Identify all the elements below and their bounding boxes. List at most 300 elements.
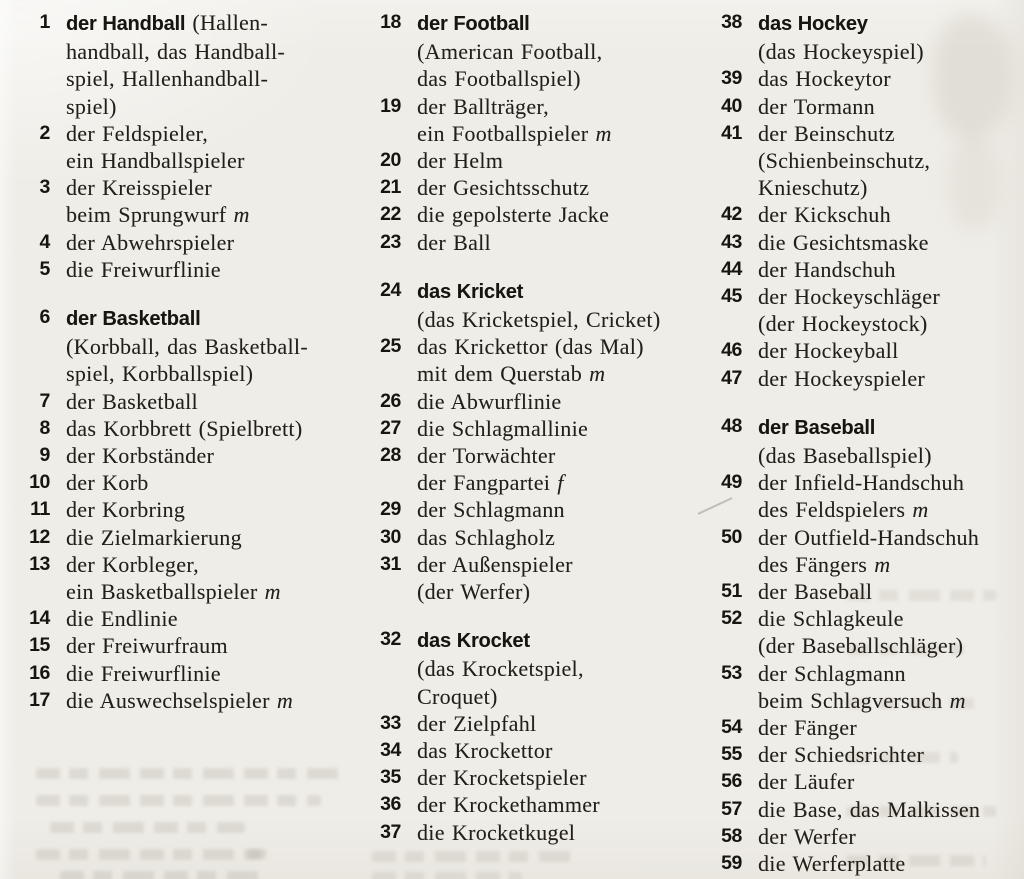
entry-row xyxy=(371,819,711,846)
entry-text xyxy=(417,93,711,147)
gender-marker: m xyxy=(233,202,250,228)
entry-line xyxy=(417,9,711,38)
headword: der Football xyxy=(417,13,530,35)
entry-number: 22 xyxy=(380,203,401,226)
entry-text xyxy=(417,201,711,228)
entry-row xyxy=(712,741,1024,768)
page-bleedthrough-text xyxy=(36,768,344,779)
entry-text xyxy=(758,469,1024,523)
entry-text xyxy=(758,413,1024,469)
entry-text xyxy=(417,415,711,442)
gender-marker: m xyxy=(276,687,294,713)
entry-text xyxy=(758,823,1024,850)
entry-line xyxy=(758,496,1024,523)
entry-number: 9 xyxy=(39,444,50,467)
entry-text xyxy=(66,496,370,523)
entry-number: 4 xyxy=(39,230,50,253)
column-right xyxy=(712,9,1024,877)
entry-row xyxy=(712,93,1024,120)
entry-number: 16 xyxy=(29,661,50,684)
entry-row xyxy=(20,229,370,256)
term-text: Croquet) xyxy=(417,683,498,709)
entry-number: 26 xyxy=(380,389,401,412)
term-text: spiel, Korbballspiel) xyxy=(66,361,254,387)
entry-row xyxy=(371,710,711,737)
entry-line xyxy=(66,304,370,333)
entry-text xyxy=(758,850,1024,877)
entry-row xyxy=(20,660,370,687)
term-text: der Torwächter xyxy=(417,443,556,469)
entry-number: 49 xyxy=(721,471,742,494)
entry-group xyxy=(712,9,1024,392)
entry-line xyxy=(758,632,1024,659)
entry-number: 50 xyxy=(721,525,742,548)
term-text: der Hockeyball xyxy=(758,338,899,364)
entry-number: 30 xyxy=(380,525,401,548)
term-text: mit dem Querstab xyxy=(417,361,590,387)
entry-line xyxy=(417,174,711,201)
entry-text xyxy=(417,791,711,818)
column-left xyxy=(20,9,370,714)
entry-number: 2 xyxy=(39,121,50,144)
entry-line xyxy=(66,415,370,442)
entry-text xyxy=(758,337,1024,364)
entry-text xyxy=(758,714,1024,741)
entry-line xyxy=(417,277,711,306)
term-text: die gepolsterte Jacke xyxy=(417,202,610,228)
entry-line xyxy=(417,229,711,256)
page-bleedthrough-text xyxy=(372,872,522,879)
entry-line xyxy=(417,710,711,737)
entry-number: 39 xyxy=(721,67,742,90)
entry-line xyxy=(417,819,711,846)
term-text: der Abwehrspieler xyxy=(66,229,235,255)
entry-text xyxy=(66,388,370,415)
entry-row xyxy=(712,256,1024,283)
entry-line xyxy=(758,147,1024,174)
entry-text xyxy=(758,93,1024,120)
entry-line xyxy=(66,469,370,496)
entry-text xyxy=(417,819,711,846)
entry-text xyxy=(758,605,1024,659)
entry-number: 3 xyxy=(39,176,50,199)
term-text: die Werferplatte xyxy=(758,851,906,877)
entry-line xyxy=(758,365,1024,392)
term-text: beim Schlagversuch xyxy=(758,687,950,713)
term-text: der Krockethammer xyxy=(417,792,600,818)
entry-number: 33 xyxy=(380,711,401,734)
entry-line xyxy=(758,65,1024,92)
term-text: der Korbständer xyxy=(66,443,215,469)
entry-line xyxy=(66,147,370,174)
entry-text xyxy=(417,626,711,710)
entry-row xyxy=(712,229,1024,256)
entry-row xyxy=(712,65,1024,92)
term-text: die Abwurflinie xyxy=(417,388,562,414)
page-bleedthrough-text xyxy=(248,849,266,859)
entry-row xyxy=(712,796,1024,823)
term-text: (Hallen- xyxy=(185,10,269,35)
entry-number: 36 xyxy=(380,793,401,816)
term-text: der Helm xyxy=(417,148,504,174)
entry-row xyxy=(20,120,370,174)
entry-row xyxy=(20,442,370,469)
term-text: die Zielmarkierung xyxy=(66,524,242,550)
gender-marker: m xyxy=(912,497,929,523)
entry-text xyxy=(417,277,711,333)
entry-text xyxy=(758,768,1024,795)
term-text: der Kickschuh xyxy=(758,202,891,228)
entry-group xyxy=(20,304,370,714)
term-text: das Schlagholz xyxy=(417,524,556,550)
entry-line xyxy=(758,174,1024,201)
entry-number: 52 xyxy=(721,607,742,630)
entry-number: 17 xyxy=(29,688,50,711)
entry-text xyxy=(66,605,370,632)
entry-line xyxy=(417,626,711,655)
entry-row xyxy=(712,201,1024,228)
entry-line xyxy=(66,442,370,469)
entry-line xyxy=(758,741,1024,768)
entry-row xyxy=(20,388,370,415)
entry-text xyxy=(758,741,1024,768)
entry-row xyxy=(712,823,1024,850)
entry-number: 56 xyxy=(721,770,742,793)
headword: das Hockey xyxy=(758,13,868,35)
entry-row xyxy=(20,551,370,605)
entry-line xyxy=(417,120,711,147)
entry-number: 24 xyxy=(380,278,401,301)
column-middle xyxy=(371,9,711,846)
entry-number: 48 xyxy=(721,414,742,437)
term-text: der Schiedsrichter xyxy=(758,742,925,768)
entry-line xyxy=(758,850,1024,877)
entry-number: 51 xyxy=(721,580,742,603)
gender-marker: m xyxy=(589,361,606,387)
entry-number: 6 xyxy=(39,306,50,329)
entry-row xyxy=(20,415,370,442)
entry-line xyxy=(66,256,370,283)
entry-text xyxy=(758,9,1024,65)
term-text: des Fängers xyxy=(758,551,875,577)
page-bleedthrough-text xyxy=(50,822,245,833)
term-text: (das Baseballspiel) xyxy=(758,443,932,469)
term-text: der Beinschutz xyxy=(758,120,895,146)
term-text: die Schlagkeule xyxy=(758,606,904,632)
entry-line xyxy=(417,578,711,605)
entry-number: 54 xyxy=(721,716,742,739)
entry-line xyxy=(417,655,711,682)
entry-number: 19 xyxy=(380,94,401,117)
entry-line xyxy=(66,660,370,687)
entry-row xyxy=(712,524,1024,578)
entry-row xyxy=(712,469,1024,523)
entry-row xyxy=(712,120,1024,202)
term-text: der Krocketspieler xyxy=(417,765,587,791)
entry-number: 40 xyxy=(721,94,742,117)
entry-row xyxy=(712,768,1024,795)
gender-marker: m xyxy=(595,120,612,146)
term-text: des Feldspielers xyxy=(758,497,913,523)
entry-text xyxy=(758,524,1024,578)
term-text: der Fangpartei xyxy=(417,470,558,496)
entry-text xyxy=(758,256,1024,283)
entry-text xyxy=(66,660,370,687)
entry-line xyxy=(417,469,711,496)
term-text: der Infield-Handschuh xyxy=(758,470,965,496)
entry-row xyxy=(371,229,711,256)
entry-number: 28 xyxy=(380,444,401,467)
term-text: der Hockeyschläger xyxy=(758,284,941,310)
entry-line xyxy=(758,714,1024,741)
entry-number: 41 xyxy=(721,121,742,144)
term-text: der Basketball xyxy=(66,388,198,414)
entry-number: 18 xyxy=(380,11,401,33)
entry-number: 20 xyxy=(380,149,401,172)
entry-row xyxy=(371,174,711,201)
entry-text xyxy=(417,147,711,174)
entry-line xyxy=(758,337,1024,364)
term-text: spiel) xyxy=(66,93,117,119)
entry-line xyxy=(417,306,711,333)
entry-number: 43 xyxy=(721,230,742,253)
entry-row xyxy=(371,333,711,387)
entry-row xyxy=(371,551,711,605)
entry-number: 11 xyxy=(30,498,50,521)
entry-number: 31 xyxy=(380,552,401,575)
entry-row xyxy=(712,714,1024,741)
entry-row xyxy=(20,469,370,496)
entry-line xyxy=(758,660,1024,687)
entry-number: 55 xyxy=(721,743,742,766)
entry-number: 8 xyxy=(39,416,50,439)
entry-line xyxy=(66,120,370,147)
entry-number: 25 xyxy=(380,335,401,358)
entry-line xyxy=(66,496,370,523)
term-text: (American Football, xyxy=(417,39,603,65)
gender-marker: f xyxy=(557,470,564,496)
entry-line xyxy=(66,65,370,92)
entry-row xyxy=(371,764,711,791)
term-text: der Außenspieler xyxy=(417,551,573,577)
entry-text xyxy=(66,174,370,228)
entry-row xyxy=(20,687,370,714)
term-text: der Ball xyxy=(417,229,491,255)
entry-line xyxy=(417,360,711,387)
entry-text xyxy=(417,388,711,415)
entry-row xyxy=(20,9,370,120)
entry-line xyxy=(758,120,1024,147)
entry-number: 59 xyxy=(721,852,742,875)
entry-line xyxy=(417,551,711,578)
entry-line xyxy=(758,38,1024,65)
entry-text xyxy=(66,442,370,469)
entry-number: 32 xyxy=(380,628,401,651)
entry-row xyxy=(371,442,711,496)
entry-line xyxy=(758,524,1024,551)
term-text: ein Handballspieler xyxy=(66,148,245,174)
term-text: beim Sprungwurf xyxy=(66,202,234,228)
term-text: der Handschuh xyxy=(758,256,896,282)
entry-text xyxy=(66,524,370,551)
entry-line xyxy=(417,415,711,442)
term-text: der Korbleger, xyxy=(66,551,199,577)
term-text: ein Basketballspieler xyxy=(66,579,265,605)
entry-number: 57 xyxy=(721,797,742,820)
term-text: (der Baseballschläger) xyxy=(758,633,964,659)
entry-text xyxy=(66,256,370,283)
term-text: der Läufer xyxy=(758,769,855,795)
term-text: der Werfer xyxy=(758,823,857,849)
entry-row xyxy=(371,737,711,764)
entry-row xyxy=(371,9,711,93)
entry-row xyxy=(712,850,1024,877)
term-text: (das Hockeyspiel) xyxy=(758,39,924,65)
term-text: das Footballspiel) xyxy=(417,66,581,92)
entry-line xyxy=(66,551,370,578)
entry-row xyxy=(20,174,370,228)
headword: das Krocket xyxy=(417,630,530,653)
entry-number: 44 xyxy=(721,257,742,280)
term-text: die Endlinie xyxy=(66,606,178,632)
entry-line xyxy=(758,551,1024,578)
term-text: handball, das Handball- xyxy=(66,39,286,65)
term-text: die Base, das Malkissen xyxy=(758,796,981,822)
term-text: Knieschutz) xyxy=(758,175,868,201)
entry-row xyxy=(712,578,1024,605)
page-bleedthrough-text xyxy=(372,851,572,862)
term-text: die Schlagmallinie xyxy=(417,415,589,441)
entry-number: 15 xyxy=(29,634,50,657)
entry-text xyxy=(758,229,1024,256)
entry-line xyxy=(758,578,1024,605)
entry-text xyxy=(758,201,1024,228)
entry-number: 29 xyxy=(380,498,401,521)
term-text: ein Footballspieler xyxy=(417,120,596,146)
entry-line xyxy=(758,605,1024,632)
entry-row xyxy=(712,605,1024,659)
entry-row xyxy=(712,9,1024,65)
entry-text xyxy=(66,632,370,659)
entry-number: 34 xyxy=(380,739,401,762)
entry-line xyxy=(758,310,1024,337)
entry-row xyxy=(712,660,1024,714)
entry-row xyxy=(371,496,711,523)
term-text: (das Kricketspiel, Cricket) xyxy=(417,307,661,333)
term-text: spiel, Hallenhandball- xyxy=(66,66,269,92)
entry-number: 27 xyxy=(380,416,401,439)
entry-line xyxy=(417,201,711,228)
term-text: der Outfield-Handschuh xyxy=(758,524,980,550)
entry-line xyxy=(66,201,370,228)
entry-line xyxy=(758,256,1024,283)
entry-number: 1 xyxy=(39,11,50,33)
entry-line xyxy=(66,388,370,415)
term-text: der Korb xyxy=(66,470,149,496)
entry-number: 14 xyxy=(29,607,50,630)
entry-line xyxy=(66,38,370,65)
page-bleedthrough-text xyxy=(60,871,260,879)
term-text: das Krickettor (das Mal) xyxy=(417,334,644,360)
entry-text xyxy=(66,9,370,120)
entry-line xyxy=(417,388,711,415)
entry-text xyxy=(66,469,370,496)
entry-text xyxy=(417,764,711,791)
entry-line xyxy=(758,413,1024,442)
entry-line xyxy=(66,229,370,256)
term-text: (der Werfer) xyxy=(417,579,531,605)
entry-row xyxy=(371,277,711,333)
entry-line xyxy=(66,174,370,201)
term-text: der Tormann xyxy=(758,93,875,119)
entry-number: 21 xyxy=(380,176,401,199)
entry-number: 7 xyxy=(39,389,50,412)
entry-line xyxy=(758,201,1024,228)
entry-group xyxy=(20,9,370,283)
entry-line xyxy=(417,764,711,791)
entry-line xyxy=(758,469,1024,496)
term-text: (das Krocketspiel, xyxy=(417,656,584,682)
entry-number: 58 xyxy=(721,824,742,847)
entry-line xyxy=(66,687,370,714)
entry-row xyxy=(20,524,370,551)
entry-text xyxy=(417,9,711,93)
entry-line xyxy=(417,524,711,551)
entry-line xyxy=(417,65,711,92)
entry-number: 12 xyxy=(29,525,50,548)
entry-group xyxy=(371,277,711,605)
entry-line xyxy=(66,333,370,360)
entry-text xyxy=(758,365,1024,392)
entry-number: 38 xyxy=(721,11,742,33)
entry-text xyxy=(417,229,711,256)
entry-line xyxy=(417,147,711,174)
entry-line xyxy=(758,768,1024,795)
term-text: der Feldspieler, xyxy=(66,120,209,146)
entry-row xyxy=(371,388,711,415)
entry-line xyxy=(66,605,370,632)
entry-text xyxy=(758,283,1024,337)
page-bleedthrough-text xyxy=(36,795,321,806)
entry-line xyxy=(66,9,370,38)
entry-line xyxy=(758,796,1024,823)
page-bleedthrough-text xyxy=(36,849,261,860)
entry-row xyxy=(371,201,711,228)
entry-text xyxy=(417,551,711,605)
term-text: die Krocketkugel xyxy=(417,819,576,845)
entry-text xyxy=(417,737,711,764)
term-text: (Korbball, das Basketball- xyxy=(66,334,308,360)
entry-row xyxy=(20,605,370,632)
entry-text xyxy=(66,304,370,388)
entry-line xyxy=(417,442,711,469)
term-text: das Krockettor xyxy=(417,738,553,764)
entry-number: 35 xyxy=(380,766,401,789)
entry-row xyxy=(371,524,711,551)
entry-text xyxy=(417,333,711,387)
term-text: (der Hockeystock) xyxy=(758,311,928,337)
entry-text xyxy=(758,660,1024,714)
entry-text xyxy=(417,174,711,201)
term-text: die Freiwurflinie xyxy=(66,660,221,686)
entry-line xyxy=(417,93,711,120)
entry-line xyxy=(758,93,1024,120)
entry-text xyxy=(758,65,1024,92)
term-text: der Schlagmann xyxy=(758,660,906,686)
entry-line xyxy=(66,524,370,551)
entry-row xyxy=(20,304,370,388)
entry-number: 46 xyxy=(721,339,742,362)
